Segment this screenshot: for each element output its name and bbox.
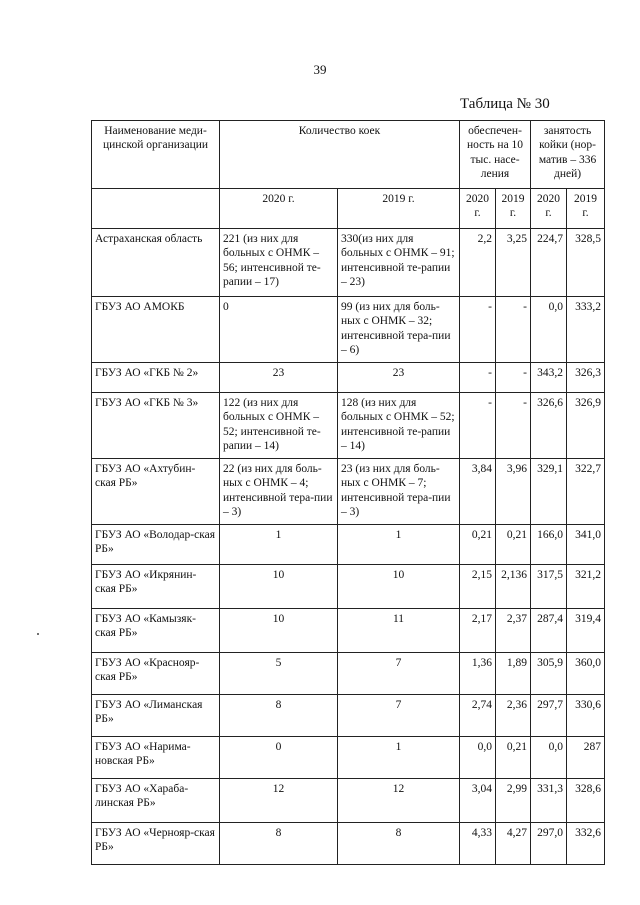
table-row [92, 297, 605, 363]
ratio-2020-cell: 2,74 [460, 695, 496, 737]
occupancy-2019-cell: 333,2 [567, 297, 605, 363]
ratio-2019-cell: 2,37 [496, 609, 531, 653]
header-beds-2020: 2020 г. [220, 189, 338, 229]
org-cell: ГБУЗ АО «Ахтубин-ская РБ» [92, 459, 220, 525]
occupancy-2019-cell: 287 [567, 737, 605, 779]
stray-dot [37, 633, 39, 635]
org-cell: Астраханская область [92, 229, 220, 297]
occupancy-2019-cell: 328,6 [567, 779, 605, 823]
occupancy-2020-cell: 305,9 [531, 653, 567, 695]
ratio-2020-cell: - [460, 363, 496, 393]
ratio-2019-cell: - [496, 297, 531, 363]
occupancy-2020-cell: 224,7 [531, 229, 567, 297]
org-cell: ГБУЗ АО «Краснояр-ская РБ» [92, 653, 220, 695]
header-ratio: обеспечен-ность на 10 тыс. насе-ления [460, 121, 531, 189]
ratio-2019-cell: - [496, 363, 531, 393]
org-cell: ГБУЗ АО «Лиманская РБ» [92, 695, 220, 737]
occupancy-2019-cell: 328,5 [567, 229, 605, 297]
occupancy-2020-cell: 287,4 [531, 609, 567, 653]
ratio-2020-cell: 1,36 [460, 653, 496, 695]
occupancy-2020-cell: 166,0 [531, 525, 567, 565]
occupancy-2019-cell: 360,0 [567, 653, 605, 695]
org-cell: ГБУЗ АО «Икрянин-ская РБ» [92, 565, 220, 609]
occupancy-2020-cell: 317,5 [531, 565, 567, 609]
occupancy-2019-cell: 326,3 [567, 363, 605, 393]
header-beds-2019: 2019 г. [338, 189, 460, 229]
header-row-years [92, 189, 605, 229]
header-ratio-2019: 2019 г. [496, 189, 531, 229]
beds-2019-cell: 12 [338, 779, 460, 823]
beds-2020-cell: 0 [220, 297, 338, 363]
beds-2020-cell: 1 [220, 525, 338, 565]
ratio-2020-cell: - [460, 297, 496, 363]
table-caption: Таблица № 30 [460, 96, 550, 112]
ratio-2020-cell: 4,33 [460, 823, 496, 865]
beds-2019-cell: 128 (из них для больных с ОНМК – 52; интенсивной те-рапии – 14) [338, 393, 460, 459]
header-org-blank [92, 189, 220, 229]
ratio-2020-cell: - [460, 393, 496, 459]
ratio-2019-cell: 4,27 [496, 823, 531, 865]
beds-2019-cell: 330(из них для больных с ОНМК – 91; интенсивной те-рапии – 23) [338, 229, 460, 297]
beds-2020-cell: 22 (из них для боль-ных с ОНМК – 4; интенсивной тера-пии – 3) [220, 459, 338, 525]
occupancy-2019-cell: 330,6 [567, 695, 605, 737]
table-row [92, 229, 605, 297]
table-row [92, 459, 605, 525]
ratio-2020-cell: 2,15 [460, 565, 496, 609]
org-cell: ГБУЗ АО «ГКБ № 2» [92, 363, 220, 393]
ratio-2019-cell: 2,136 [496, 565, 531, 609]
occupancy-2020-cell: 343,2 [531, 363, 567, 393]
beds-2020-cell: 8 [220, 823, 338, 865]
beds-2020-cell: 10 [220, 609, 338, 653]
occupancy-2020-cell: 0,0 [531, 297, 567, 363]
occupancy-2019-cell: 321,2 [567, 565, 605, 609]
table-row [92, 695, 605, 737]
beds-2020-cell: 23 [220, 363, 338, 393]
ratio-2020-cell: 2,2 [460, 229, 496, 297]
beds-2019-cell: 1 [338, 525, 460, 565]
org-cell: ГБУЗ АО «Володар-ская РБ» [92, 525, 220, 565]
header-org: Наименование меди-цинской организации [92, 121, 220, 189]
beds-2019-cell: 99 (из них для боль-ных с ОНМК – 32; интенсивной тера-пии – 6) [338, 297, 460, 363]
occupancy-2020-cell: 329,1 [531, 459, 567, 525]
org-cell: ГБУЗ АО «Хараба-линская РБ» [92, 779, 220, 823]
table-row [92, 653, 605, 695]
table-row [92, 565, 605, 609]
header-occupancy: занятость койки (нор-матив – 336 дней) [531, 121, 605, 189]
beds-2019-cell: 11 [338, 609, 460, 653]
ratio-2020-cell: 3,84 [460, 459, 496, 525]
beds-2019-cell: 8 [338, 823, 460, 865]
table-row [92, 779, 605, 823]
occupancy-2019-cell: 319,4 [567, 609, 605, 653]
occupancy-2019-cell: 341,0 [567, 525, 605, 565]
occupancy-2020-cell: 326,6 [531, 393, 567, 459]
table-row [92, 823, 605, 865]
occupancy-2019-cell: 322,7 [567, 459, 605, 525]
beds-2020-cell: 221 (из них для больных с ОНМК – 56; интенсивной те-рапии – 17) [220, 229, 338, 297]
ratio-2019-cell: 0,21 [496, 525, 531, 565]
org-cell: ГБУЗ АО АМОКБ [92, 297, 220, 363]
table-row [92, 737, 605, 779]
header-ratio-2020: 2020 г. [460, 189, 496, 229]
header-row-main [92, 121, 605, 189]
ratio-2020-cell: 3,04 [460, 779, 496, 823]
beds-2020-cell: 0 [220, 737, 338, 779]
beds-2019-cell: 23 (из них для боль-ных с ОНМК – 7; интенсивной тера-пии – 3) [338, 459, 460, 525]
beds-2019-cell: 23 [338, 363, 460, 393]
beds-2019-cell: 7 [338, 695, 460, 737]
ratio-2019-cell: 3,25 [496, 229, 531, 297]
ratio-2019-cell: 2,36 [496, 695, 531, 737]
beds-2020-cell: 8 [220, 695, 338, 737]
table-row [92, 363, 605, 393]
header-occupancy-2020: 2020 г. [531, 189, 567, 229]
bed-capacity-table [91, 120, 605, 865]
occupancy-2019-cell: 332,6 [567, 823, 605, 865]
table-row [92, 393, 605, 459]
ratio-2020-cell: 2,17 [460, 609, 496, 653]
occupancy-2019-cell: 326,9 [567, 393, 605, 459]
ratio-2019-cell: 3,96 [496, 459, 531, 525]
beds-2020-cell: 12 [220, 779, 338, 823]
header-beds: Количество коек [220, 121, 460, 189]
ratio-2019-cell: - [496, 393, 531, 459]
page-number: 39 [313, 62, 327, 77]
occupancy-2020-cell: 297,7 [531, 695, 567, 737]
ratio-2019-cell: 0,21 [496, 737, 531, 779]
beds-2019-cell: 7 [338, 653, 460, 695]
org-cell: ГБУЗ АО «Чернояр-ская РБ» [92, 823, 220, 865]
ratio-2020-cell: 0,0 [460, 737, 496, 779]
org-cell: ГБУЗ АО «Камызяк-ская РБ» [92, 609, 220, 653]
beds-2020-cell: 10 [220, 565, 338, 609]
occupancy-2020-cell: 297,0 [531, 823, 567, 865]
org-cell: ГБУЗ АО «ГКБ № 3» [92, 393, 220, 459]
ratio-2019-cell: 2,99 [496, 779, 531, 823]
table-row [92, 525, 605, 565]
org-cell: ГБУЗ АО «Нарима-новская РБ» [92, 737, 220, 779]
occupancy-2020-cell: 0,0 [531, 737, 567, 779]
table-row [92, 609, 605, 653]
occupancy-2020-cell: 331,3 [531, 779, 567, 823]
beds-2020-cell: 5 [220, 653, 338, 695]
beds-2019-cell: 10 [338, 565, 460, 609]
beds-2019-cell: 1 [338, 737, 460, 779]
ratio-2019-cell: 1,89 [496, 653, 531, 695]
beds-2020-cell: 122 (из них для больных с ОНМК – 52; интенсивной те-рапии – 14) [220, 393, 338, 459]
ratio-2020-cell: 0,21 [460, 525, 496, 565]
header-occupancy-2019: 2019 г. [567, 189, 605, 229]
